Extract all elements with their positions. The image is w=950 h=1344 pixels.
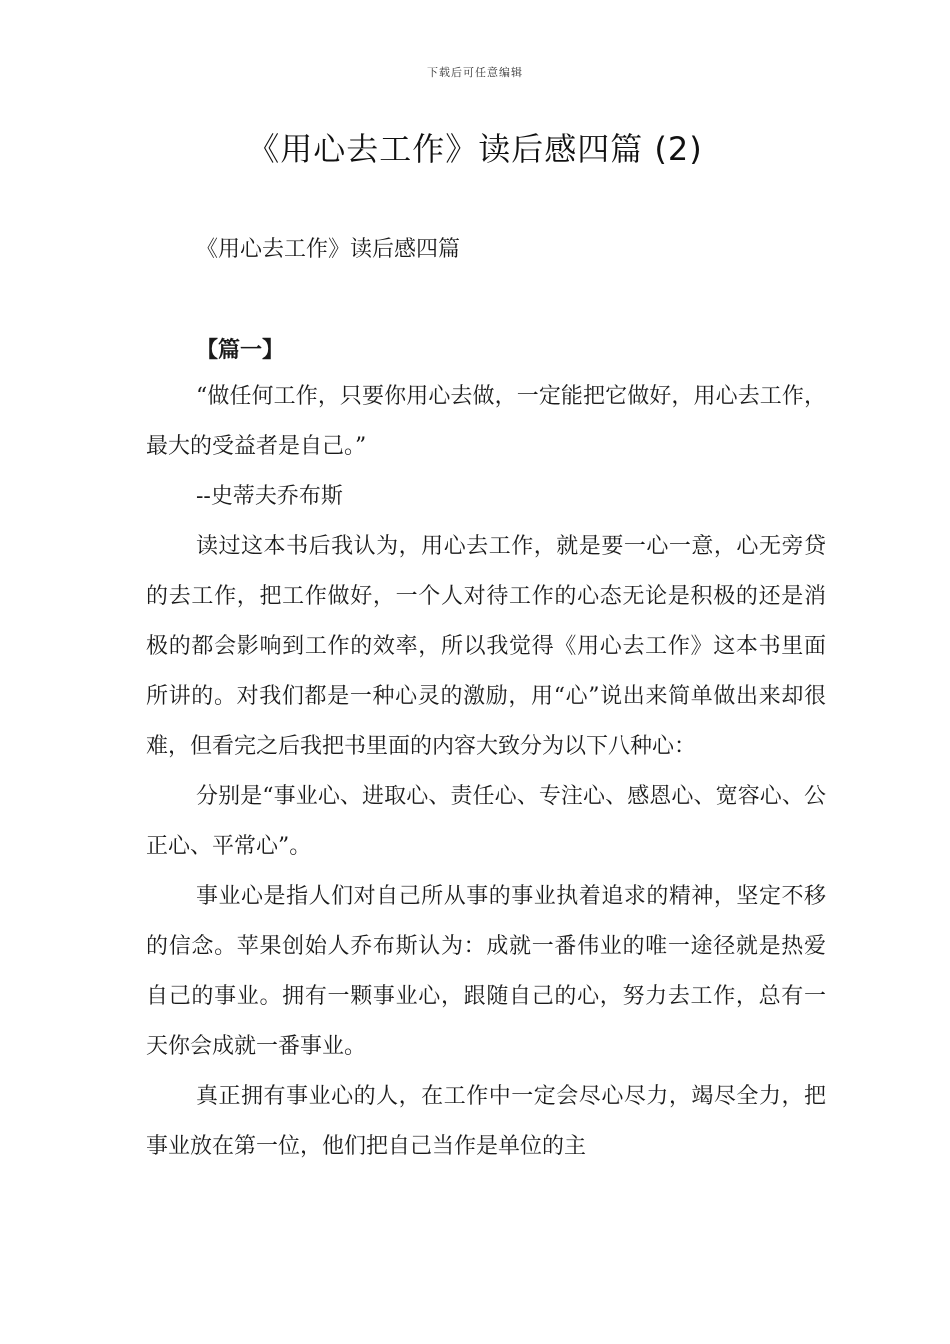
header-note: 下载后可任意编辑 [427,66,523,79]
document-title: 《用心去工作》读后感四篇 (2) [247,130,703,168]
paragraph-quote: “做任何工作，只要你用心去做，一定能把它做好，用心去工作，最大的受益者是自己。” [146,384,826,459]
paragraph: 读过这本书后我认为，用心去工作，就是要一心一意，心无旁贷的去工作，把工作做好，一个人对待工作的心态无论是积极的还是消极的都会影响到工作的效率，所以我觉得《用心去工作》这本书里面所讲的。对我们都是一种心灵的激励，用“心”说出来简单做出来却很难，但看完之后我把书里面的内容大致分为以下八种心： [146,534,826,759]
body-text [146,372,826,1172]
paragraph: 分别是“事业心、进取心、责任心、专注心、感恩心、宽容心、公正心、平常心”。 [146,784,826,859]
paragraph-attribution: --史蒂夫乔布斯 [196,484,343,509]
paragraph: 事业心是指人们对自己所从事的事业执着追求的精神，坚定不移的信念。苹果创始人乔布斯认为：成就一番伟业的唯一途径就是热爱自己的事业。拥有一颗事业心，跟随自己的心，努力去工作，总有一天你会成就一番事业。 [146,884,826,1059]
document-subtitle: 《用心去工作》读后感四篇 [196,237,461,262]
section-label: 【篇一】 [196,337,285,363]
paragraph: 真正拥有事业心的人，在工作中一定会尽心尽力，竭尽全力，把事业放在第一位，他们把自己当作是单位的主 [146,1084,826,1159]
